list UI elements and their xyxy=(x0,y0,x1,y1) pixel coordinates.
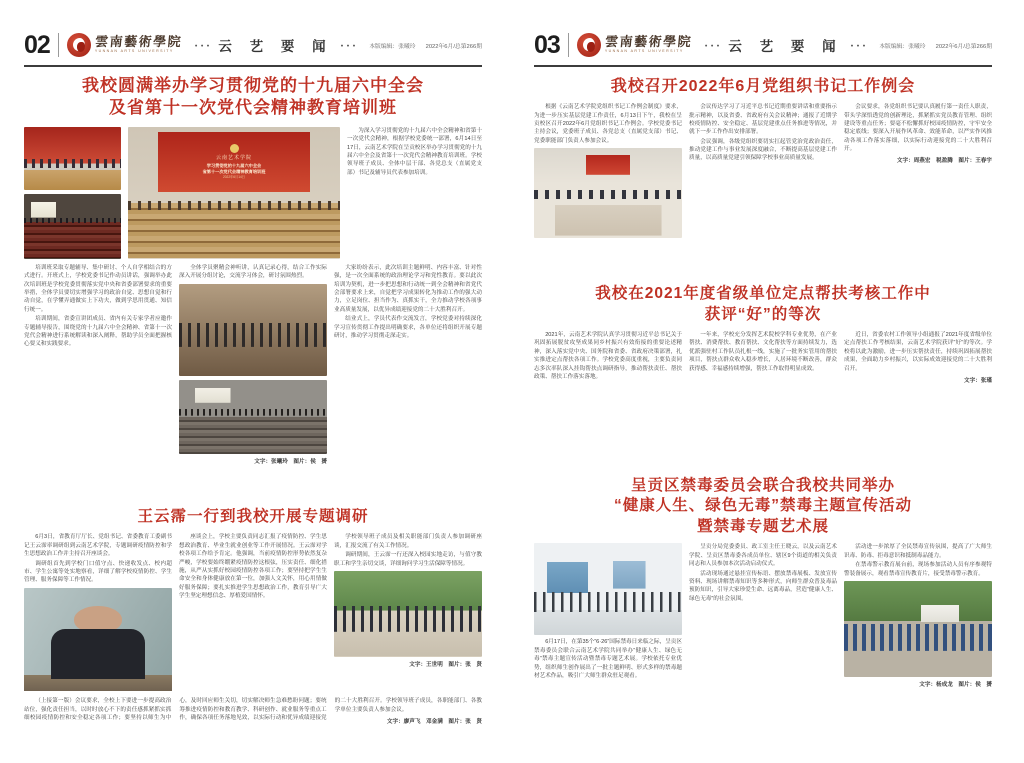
continuation-text: （上接第一版）会议要求，全校上下要进一步提高政治站位，强化责任担当，以时时放心不下的责任感抓紧抓实抓细校园疫情防控和安全稳定各项工作；要坚持以师生为中心，及时回应师生关切，切实解决师生急难愁盼问题；要统筹推进疫情防控和教育教学、科研创作、就业服务等重点工作，确保各项任务落地见效，以实际行动和优异成绩迎接党的二十大胜利召开。学校领导班子成员，各职能部门、各教学单位主要负责人参加会议。 xyxy=(24,698,482,722)
article-party-secretary-meeting xyxy=(534,67,992,275)
article-research-visit xyxy=(24,498,482,725)
issue-info: 2022年6月/总第266期 xyxy=(935,43,992,50)
editor-note: 本版编辑：张曦玲 xyxy=(369,43,416,50)
editor-note: 本版编辑：张曦玲 xyxy=(879,43,926,50)
issue-info: 2022年6月/总第266期 xyxy=(425,43,482,50)
training-banner: 云南艺术学院 学习贯彻党的十九届六中全会 省第十一次党代会精神教育培训班 2022年6月14日 xyxy=(158,132,311,191)
article-text-column: 2021年，云南艺术学院认真学习贯彻习近平总书记关于巩固拓展脱贫攻坚成果同乡村振兴有效衔接的重要论述精神，深入落实党中央、国务院和省委、省政府决策部署，扎实推进定点帮扶各项工作。学校党委高度重视，主要负责同志多次率队深入挂钩帮扶点调研指导，推动帮扶责任、帮扶政策、帮扶工作落实落地。 xyxy=(534,332,682,380)
continued-from-front-page xyxy=(24,697,482,725)
section-title: 云 艺 要 闻 xyxy=(218,39,333,54)
page-number: 03 xyxy=(534,30,560,59)
dots-icon: ● ● ● xyxy=(850,42,867,48)
photo-campus-inspection xyxy=(334,571,482,657)
page-02-masthead xyxy=(24,30,482,67)
photo-police-exhibit-outdoor xyxy=(844,581,992,677)
photo-official-portrait xyxy=(24,588,172,692)
section-title: 云 艺 要 闻 xyxy=(728,39,843,54)
header-divider xyxy=(568,33,569,57)
page-03-masthead xyxy=(534,30,992,67)
article-headline: 王云霈一行到我校开展专题调研 xyxy=(137,507,369,525)
article-text-column: 座谈会上，学校主要负责同志汇报了疫情防控、学生思想政治教育、毕业生就业创业等工作开展情况。王云霈对学校各项工作给予肯定。他强调，当前疫情防控形势依然复杂严峻，学校要始终绷紧疫情防控这根弦，压实责任、细化措施，从严从实抓好校园疫情防控各项工作；要坚持把学生生命安全和身体健康放在第一位，加强人文关怀，用心用情做好服务保障；要扎实推进学生思想政治工作，教育引导广大学生坚定理想信念、厚植爱国情怀。 xyxy=(179,534,327,600)
university-name-en: YUNNAN ARTS UNIVERSITY xyxy=(604,49,684,54)
dots-icon: ● ● ● xyxy=(194,42,211,48)
page-03 xyxy=(534,30,992,755)
edition-info xyxy=(879,41,992,50)
dots-icon: ● ● ● xyxy=(704,42,721,48)
article-text-column: 为深入学习贯彻党的十九届六中全会精神和省第十一次党代会精神，根据学校党委统一部署，6月14日至17日，云南艺术学院在呈贡校区举办学习贯彻党的十九届六中全会及省第十一次党代会精神教育培训班。学校领导班子成员、全体中层干部、各党总支（直属党支部）书记及辅导员代表参加培训。 xyxy=(347,127,482,176)
article-byline: 文字：张瑾 xyxy=(964,377,992,384)
article-text-column: 培训班采取专题辅导、集中研讨、个人自学相结合的方式进行。开班式上，学校党委书记作动员讲话，强调举办此次培训班是学校党委贯彻落实党中央和省委部署要求的重要举措，全体学员要切实增强学习的政治自觉、思想自觉和行动自觉，在学懂弄通做实上下功夫，做到学思用贯通、知信行统一。 培训期间，省委宣讲团成员、省内有关专家学者应邀作专题辅导报告，围绕党的十九届六中全会精神、省第十一次党代会精神进行系统解读和深入阐释，帮助学员全面把握核心要义和实践要求。 xyxy=(24,264,172,348)
photo-art-exhibition-gallery xyxy=(534,543,682,635)
university-logo xyxy=(67,33,182,57)
university-seal-icon xyxy=(577,33,601,57)
article-text-column: 呈贡分局党委委员、政工室主任王晓云，以及云南艺术学院、呈贡区禁毒委各成员单位、辖区9个街道的相关负责同志和人员参加本次活动启动仪式。 活动现场通过悬挂宣传标语、摆放禁毒展板、发放宣传资料、现场讲解禁毒知识等多种形式，向师生群众普及毒品预防知识，引导大家珍爱生命、远离毒品，营造“健康人生、绿色无毒”的社会氛围。 xyxy=(689,544,837,602)
article-text-column: 全体学员聚精会神听讲，认真记录心得，结合工作实际深入开展分组讨论，交流学习体会，研讨氛围热烈。 xyxy=(179,264,327,280)
article-text-column: 会议要求，各党组织书记要认真履行第一责任人职责，带头学深悟透党的创新理论，抓紧抓实党员教育管理、组织建设等重点任务；要毫不松懈抓好校园疫情防控，守牢安全稳定底线；要深入开展作风革命、效能革命，以严实作风推动各项工作落实落细，以实际行动迎接党的二十大胜利召开。 xyxy=(844,104,992,153)
photo-meeting-room xyxy=(534,148,682,238)
edition-info xyxy=(369,41,482,50)
article-text-column: 近日，省委农村工作领导小组通报了2021年度省级单位定点帮扶工作考核结果，云南艺术学院获评“好”的等次。学校将以此为激励，进一步压实帮扶责任，持续巩固拓展帮扶成果，全面助力乡村振兴，以实际成效迎接党的二十大胜利召开。 xyxy=(844,332,992,372)
article-text-column: 会议传达学习了习近平总书记近期重要讲话和重要指示批示精神，以及省委、省政府有关会议精神；通报了近期学校疫情防控、安全稳定、基层党建重点任务推进等情况，并就下一步工作作出安排部署。 会议强调，各级党组织要切实扛起管党治党政治责任，推动党建工作与事业发展深度融合，不断提高基层党建工作质量，以高质量党建引领保障学校事业高质量发展。 xyxy=(689,104,837,162)
photo-training-hall xyxy=(128,127,340,259)
article-byline: 文字：周燕宏 税盈腾 图片：王春宇 xyxy=(896,158,992,165)
photo-lecture-room xyxy=(179,380,327,454)
section-title-block xyxy=(700,35,871,55)
article-headline: 我校召开2022年6月党组织书记工作例会 xyxy=(610,78,916,95)
article-text-column: 大家纷纷表示，此次培训主题鲜明、内容丰富、针对性强，是一次全面系统的政治理论学习和党性教育。要以此次培训为契机，进一步把思想和行动统一到全会精神和省党代会部署要求上来，自觉把学习成果转化为推动工作的强大动力，立足岗位、担当作为、真抓实干，全力推动学校各项事业高质量发展，以优异成绩迎接党的二十大胜利召开。 结业式上，学员代表作交流发言，学校党委对持续深化学习宣传贯彻工作提出明确要求，各单位还将组织开展专题研讨，推动学习贯彻走深走实。 xyxy=(334,264,482,339)
photo-credit: 文字：张曦玲 图片：侯 赟 xyxy=(254,458,327,465)
header-divider xyxy=(58,33,59,57)
article-headline: 呈贡区禁毒委员会联合我校共同举办 “健康人生、绿色无毒”禁毒主题宣传活动 暨禁毒专题艺术展 xyxy=(613,477,912,535)
article-text-column: 活动进一步浓厚了全民禁毒宣传氛围，提高了广大师生识毒、防毒、拒毒意识和抵制毒品能力。 在禁毒警示教育展台前，现场参加活动人员有序参观特警装备展示，观看禁毒宣传教育片，接受禁毒警示教育。 xyxy=(844,544,992,577)
article-anti-drug-campaign xyxy=(534,467,992,749)
university-seal-icon xyxy=(67,33,91,57)
university-name-cn: 雲南藝術學院 xyxy=(604,34,693,50)
university-name-cn: 雲南藝術學院 xyxy=(94,34,183,50)
article-text-column: 6月3日，省教育厅厅长、党组书记、省委教育工委副书记王云霈率调研组到云南艺术学院，专题调研疫情防控和学生思想政治工作并主持召开座谈会。 调研组首先到学校门口值守点、快递收发点、校内超市、学生公寓等处实地察看，详细了解学校疫情防控、学生管理、服务保障等工作情况。 xyxy=(24,534,172,584)
article-text-column: 学校领导班子成员及相关职能部门负责人参加调研座谈，汇报交流了有关工作情况。 调研期间，王云霈一行还深入校园实地走访，与值守教职工和学生亲切交谈，详细询问学习生活保障等情况。 xyxy=(334,534,482,567)
article-byline: 文字：杨成龙 图片：侯 赟 xyxy=(919,681,992,688)
photo-credit: 文字：王世明 图片：张 贤 xyxy=(409,661,482,668)
photo-auditorium-audience xyxy=(24,194,121,259)
article-text-column: 一年来，学校充分发挥艺术院校学科专业优势，在产业帮扶、消费帮扶、教育帮扶、文化帮扶等方面持续发力，选优派强驻村工作队员扎根一线，实施了一批务实管用的帮扶项目，帮扶点群众收入稳步增长，人居环境不断改善，群众获得感、幸福感持续增强，帮扶工作取得明显成效。 xyxy=(689,332,837,372)
photo-group-discussion xyxy=(179,284,327,376)
university-name-en: YUNNAN ARTS UNIVERSITY xyxy=(94,49,174,54)
article-byline: 文字：廖声飞 邓金满 图片：张 贤 xyxy=(386,719,482,726)
article-text-column: 6月17日，在第35个“6·26”国际禁毒日来临之际，呈贡区禁毒委员会联合云南艺术学院共同举办“健康人生、绿色无毒”禁毒主题宣传活动暨禁毒专题艺术展。学校依托专业优势，组织师生创作展出了一批主题鲜明、形式多样的禁毒题材艺术作品，吸引广大师生群众驻足观看。 xyxy=(534,639,682,679)
photo-opening-ceremony-stage xyxy=(24,127,121,190)
section-title-block xyxy=(190,35,361,55)
dots-icon: ● ● ● xyxy=(340,42,357,48)
university-logo xyxy=(577,33,692,57)
article-assistance-assessment xyxy=(534,275,992,467)
article-training-class xyxy=(24,67,482,498)
article-text-column: 根据《云南艺术学院党组织书记工作例会制度》要求，为进一步压实基层党建工作责任，6月13日下午，我校在呈贡校区召开2022年6月党组织书记工作例会。学校党委书记主持会议，党委班子成员、各党总支（直属党支部）书记、党委职能部门负责人参加会议。 xyxy=(534,104,682,144)
article-headline: 我校在2021年度省级单位定点帮扶考核工作中 获评“好”的等次 xyxy=(595,285,931,323)
page-number: 02 xyxy=(24,30,50,59)
article-headline: 我校圆满举办学习贯彻党的十九届六中全会 及省第十一次党代会精神教育培训班 xyxy=(82,76,424,118)
page-02 xyxy=(24,30,482,755)
